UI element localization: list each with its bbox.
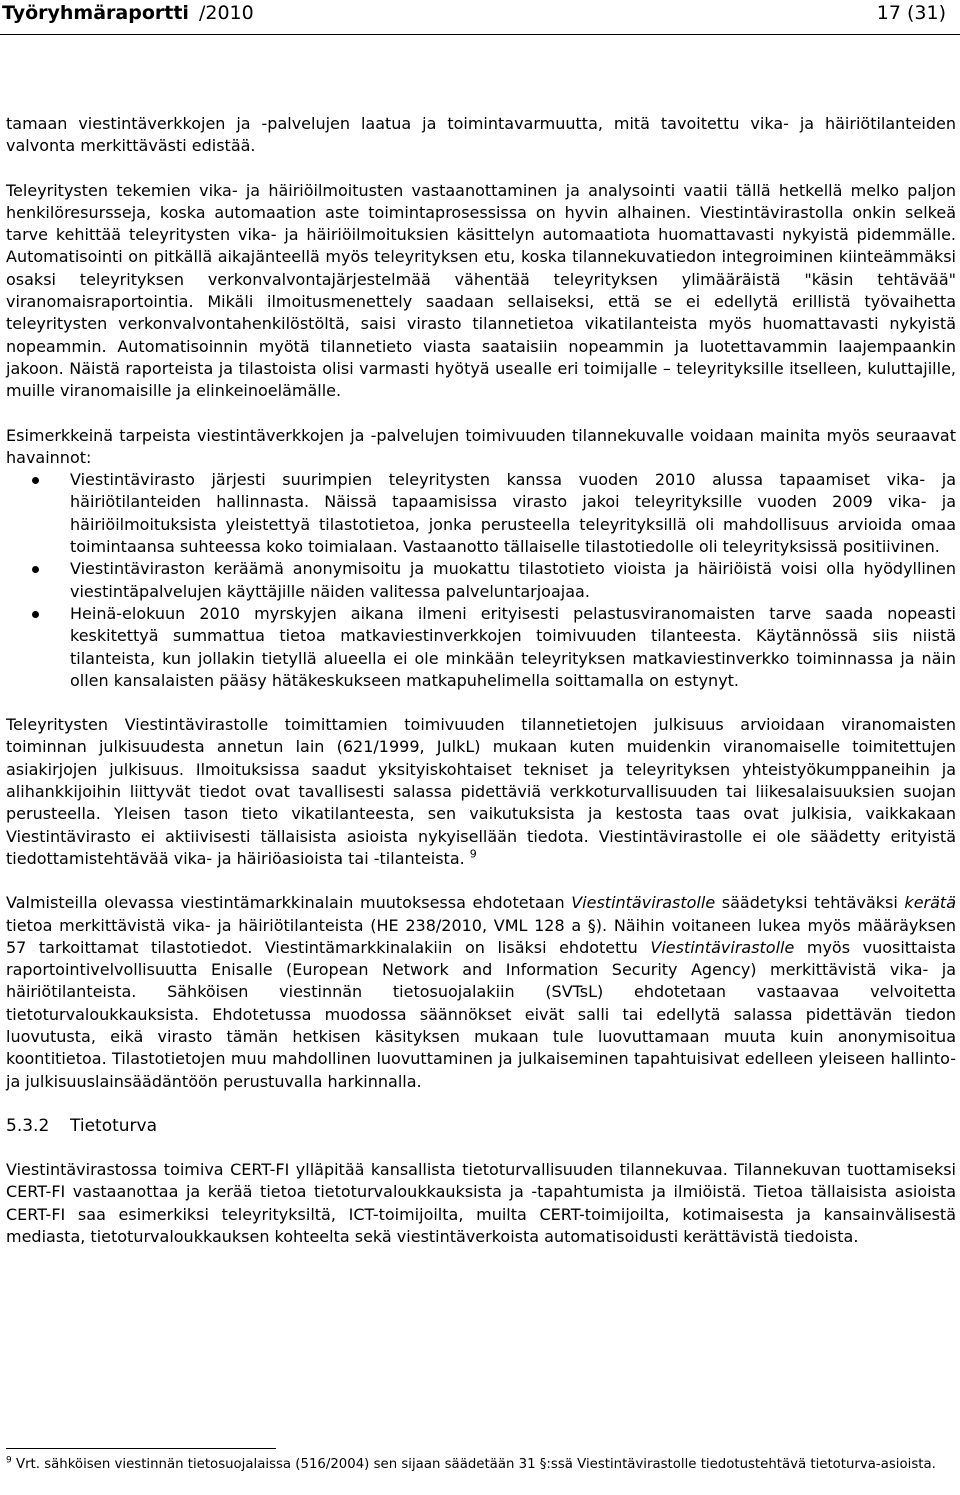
section-title: Tietoturva bbox=[70, 1115, 158, 1136]
list-item: Heinä-elokuun 2010 myrskyjen aikana ilmeni erityisesti pelastusviranomaisten tarve saada nopeasti keskitettyä summattua tietoa matkaviestinverkkojen toimivuuden tilanteesta. Käytännössä siis niistä tilanteista, kun jollakin tietyllä alueella ei ole minkään teleyrityksen matkaviestinverkko toiminnassa ja näin ollen kansalaisten pääsy hätäkeskukseen matkapuhelimella soittamalla on estynyt. bbox=[70, 603, 956, 692]
footnote-reference[interactable]: 9 bbox=[469, 847, 477, 861]
paragraph: Viestintävirastossa toimiva CERT-FI ylläpitää kansallista tietoturvallisuuden tilannekuvaa. Tilannekuvan tuottamiseksi CERT-FI vastaanottaa ja kerää tietoa tietoturvaloukkauksista ja -tapahtumista ja ilmiöistä. Tietoa tällaisista asioista CERT-FI saa esimerkiksi teleyrityksiltä, ICT-toimijoilta, muilta CERT-toimijoilta, kotimaisesta ja kansainvälisestä mediasta, tietoturvaloukkauksen kohteelta sekä viestintäverkoista automatisoidusti kerättävistä tiedoista. bbox=[6, 1160, 956, 1247]
footnote bbox=[6, 1456, 956, 1475]
footnote-divider bbox=[6, 1448, 276, 1449]
report-name: Työryhmäraportti bbox=[2, 2, 189, 24]
report-title bbox=[2, 0, 254, 26]
list-item: Viestintävirasto järjesti suurimpien teleyritysten kanssa vuoden 2010 alussa tapaamiset vika- ja häiriötilanteiden hallinnasta. Näissä tapaamisissa virasto jakoi teleyrityksille vuoden 2009 vika- ja häiriöilmoituksista yleistettyä tilastotietoa, jonka perusteella teleyrityksillä oli mahdollisuus arvioida omaa toimintaansa suhteessa koko toimialaan. Vastaanotto tällaiselle tilastotiedolle oli teleyrityksissä positiivinen. bbox=[70, 469, 956, 558]
paragraph: tamaan viestintäverkkojen ja -palvelujen laatua ja toimintavarmuutta, mitä tavoitettu vika- ja häiriötilanteiden valvonta merkittävästi edistää. bbox=[6, 114, 956, 156]
text-run: tietoa merkittävistä vika- ja häiriötilanteista (HE 238/2010, VML 128 a §). Näihin voitaneen lukea myös määräyksen 57 tarkoittamat tilastotiedot. Viestintämarkkinalakiin on lisäksi ehdotettu bbox=[6, 915, 956, 957]
emphasis: kerätä bbox=[904, 893, 956, 913]
report-year: /2010 bbox=[198, 2, 254, 24]
emphasis: Viestintävirastolle bbox=[571, 893, 716, 913]
document-body bbox=[6, 113, 956, 1270]
emphasis: Viestintävirastolle bbox=[650, 937, 795, 957]
paragraph bbox=[6, 892, 956, 1093]
paragraph: Teleyritysten tekemien vika- ja häiriöilmoitusten vastaanottaminen ja analysointi vaatii tällä hetkellä melko paljon henkilöresursseja, koska automaation aste toimintaprosessissa on hyvin alhainen. Viestintävirastolla onkin selkeä tarve kehittää teleyritysten vika- ja häiriöilmoituksien käsittelyn automaatiota huomattavasti nykyistä pidemmälle. Automatisointi on pitkällä aikajänteellä myös teleyrityksen etu, koska tilannekuvatiedon integroiminen kiinteämmäksi osaksi teleyrityksen verkonvalvontajärjestelmää vähentää teleyrityksen ylimääräistä "käsin tehtävää" viranomaisraportointia. Mikäli ilmoitusmenettely saadaan sellaiseksi, että se ei edellytä erillistä työvaihetta teleyritysten verkonvalvontahenkilöstöltä, saisi virasto tilannetietoa vikatilanteista myös huomattavasti nykyistä nopeammin. Automatisoinnin myötä tilannetieto viasta saataisiin nopeammin ja luotettavammin laajempaankin jakoon. Näistä raporteista ja tilastoista olisi varmasti hyötyä usealle eri toimijalle – teleyrityksille itselleen, kuluttajille, muille viranomaisille ja elinkeinoelämälle. bbox=[6, 180, 956, 401]
text-run: Valmisteilla olevassa viestintämarkkinalain muutoksessa ehdotetaan bbox=[6, 893, 572, 913]
section-number: 5.3.2 bbox=[6, 1115, 50, 1136]
text-run: säädetyksi tehtäväksi bbox=[715, 893, 905, 913]
page-header bbox=[0, 0, 960, 35]
section-heading bbox=[6, 1115, 956, 1137]
paragraph-text: Teleyritysten Viestintävirastolle toimittamien toimivuuden tilannetietojen julkisuus arvioidaan viranomaisten toiminnan julkisuudesta annetun lain (621/1999, JulkL) mukaan kuten muidenkin viranomaiselle toimitettujen asiakirjojen julkisuus. Ilmoituksissa saadut yksityiskohtaiset tekniset ja teleyrityksen yhteistyökumppaneihin ja alihankkijoihin liittyvät tiedot ovat tavallisesti salassa pidettäviä verkkoturvallisuuden tai liikesalaisuuksien suojan perusteella. Yleisen tason tieto vikatilanteesta, sen vaikutuksista ja kestosta taas ovat julkisia, vaikkakaan Viestintävirasto ei aktiivisesti tällaisista asioista nykyisellään tiedota. Viestintävirastolle ei ole säädetty erityistä tiedottamistehtävää vika- ja häiriöasioista tai -tilanteista. bbox=[6, 715, 956, 868]
list-item: Viestintäviraston keräämä anonymisoitu ja muokattu tilastotieto vioista ja häiriöistä voisi olla hyödyllinen viestintäpalvelujen käyttäjille näiden valitessa palveluntarjoajaa. bbox=[70, 558, 956, 603]
footnote-text: Vrt. sähköisen viestinnän tietosuojalaissa (516/2004) sen sijaan säädetään 31 §:ssä Viestintävirastolle tiedotustehtävä tietoturva-asioista. bbox=[15, 1457, 936, 1472]
bullet-list bbox=[6, 469, 956, 692]
paragraph: Esimerkkeinä tarpeista viestintäverkkojen ja -palvelujen toimivuuden tilannekuvalle voidaan mainita myös seuraavat havainnot: bbox=[6, 425, 956, 467]
page-number: 17 (31) bbox=[876, 2, 946, 24]
text-run: myös vuosittaista raportointivelvollisuutta Enisalle (European Network and Information Security Agency) merkittävistä vika- ja häiriötilanteista. Sähköisen viestinnän tietosuojalakiin (SVTsL) ehdotetaan vastaavaa velvoitetta tietoturvaloukkauksista. Ehdotetussa muodossa säännökset eivät salli tai edellytä salassa pidettävän tiedon luovutusta, eikä virasto tämän hetkisen käsityksen mukaan tule luovuttamaan muuta kuin anonymisoitua koontitietoa. Tilastotietojen muu mahdollinen luovuttaminen ja julkaiseminen tapahtuisivat edelleen yleiseen hallinto- ja julkisuuslainsäädäntöön perustuvalla harkinnalla. bbox=[6, 937, 956, 1091]
paragraph bbox=[6, 714, 956, 870]
footnote-number: 9 bbox=[6, 1455, 12, 1466]
